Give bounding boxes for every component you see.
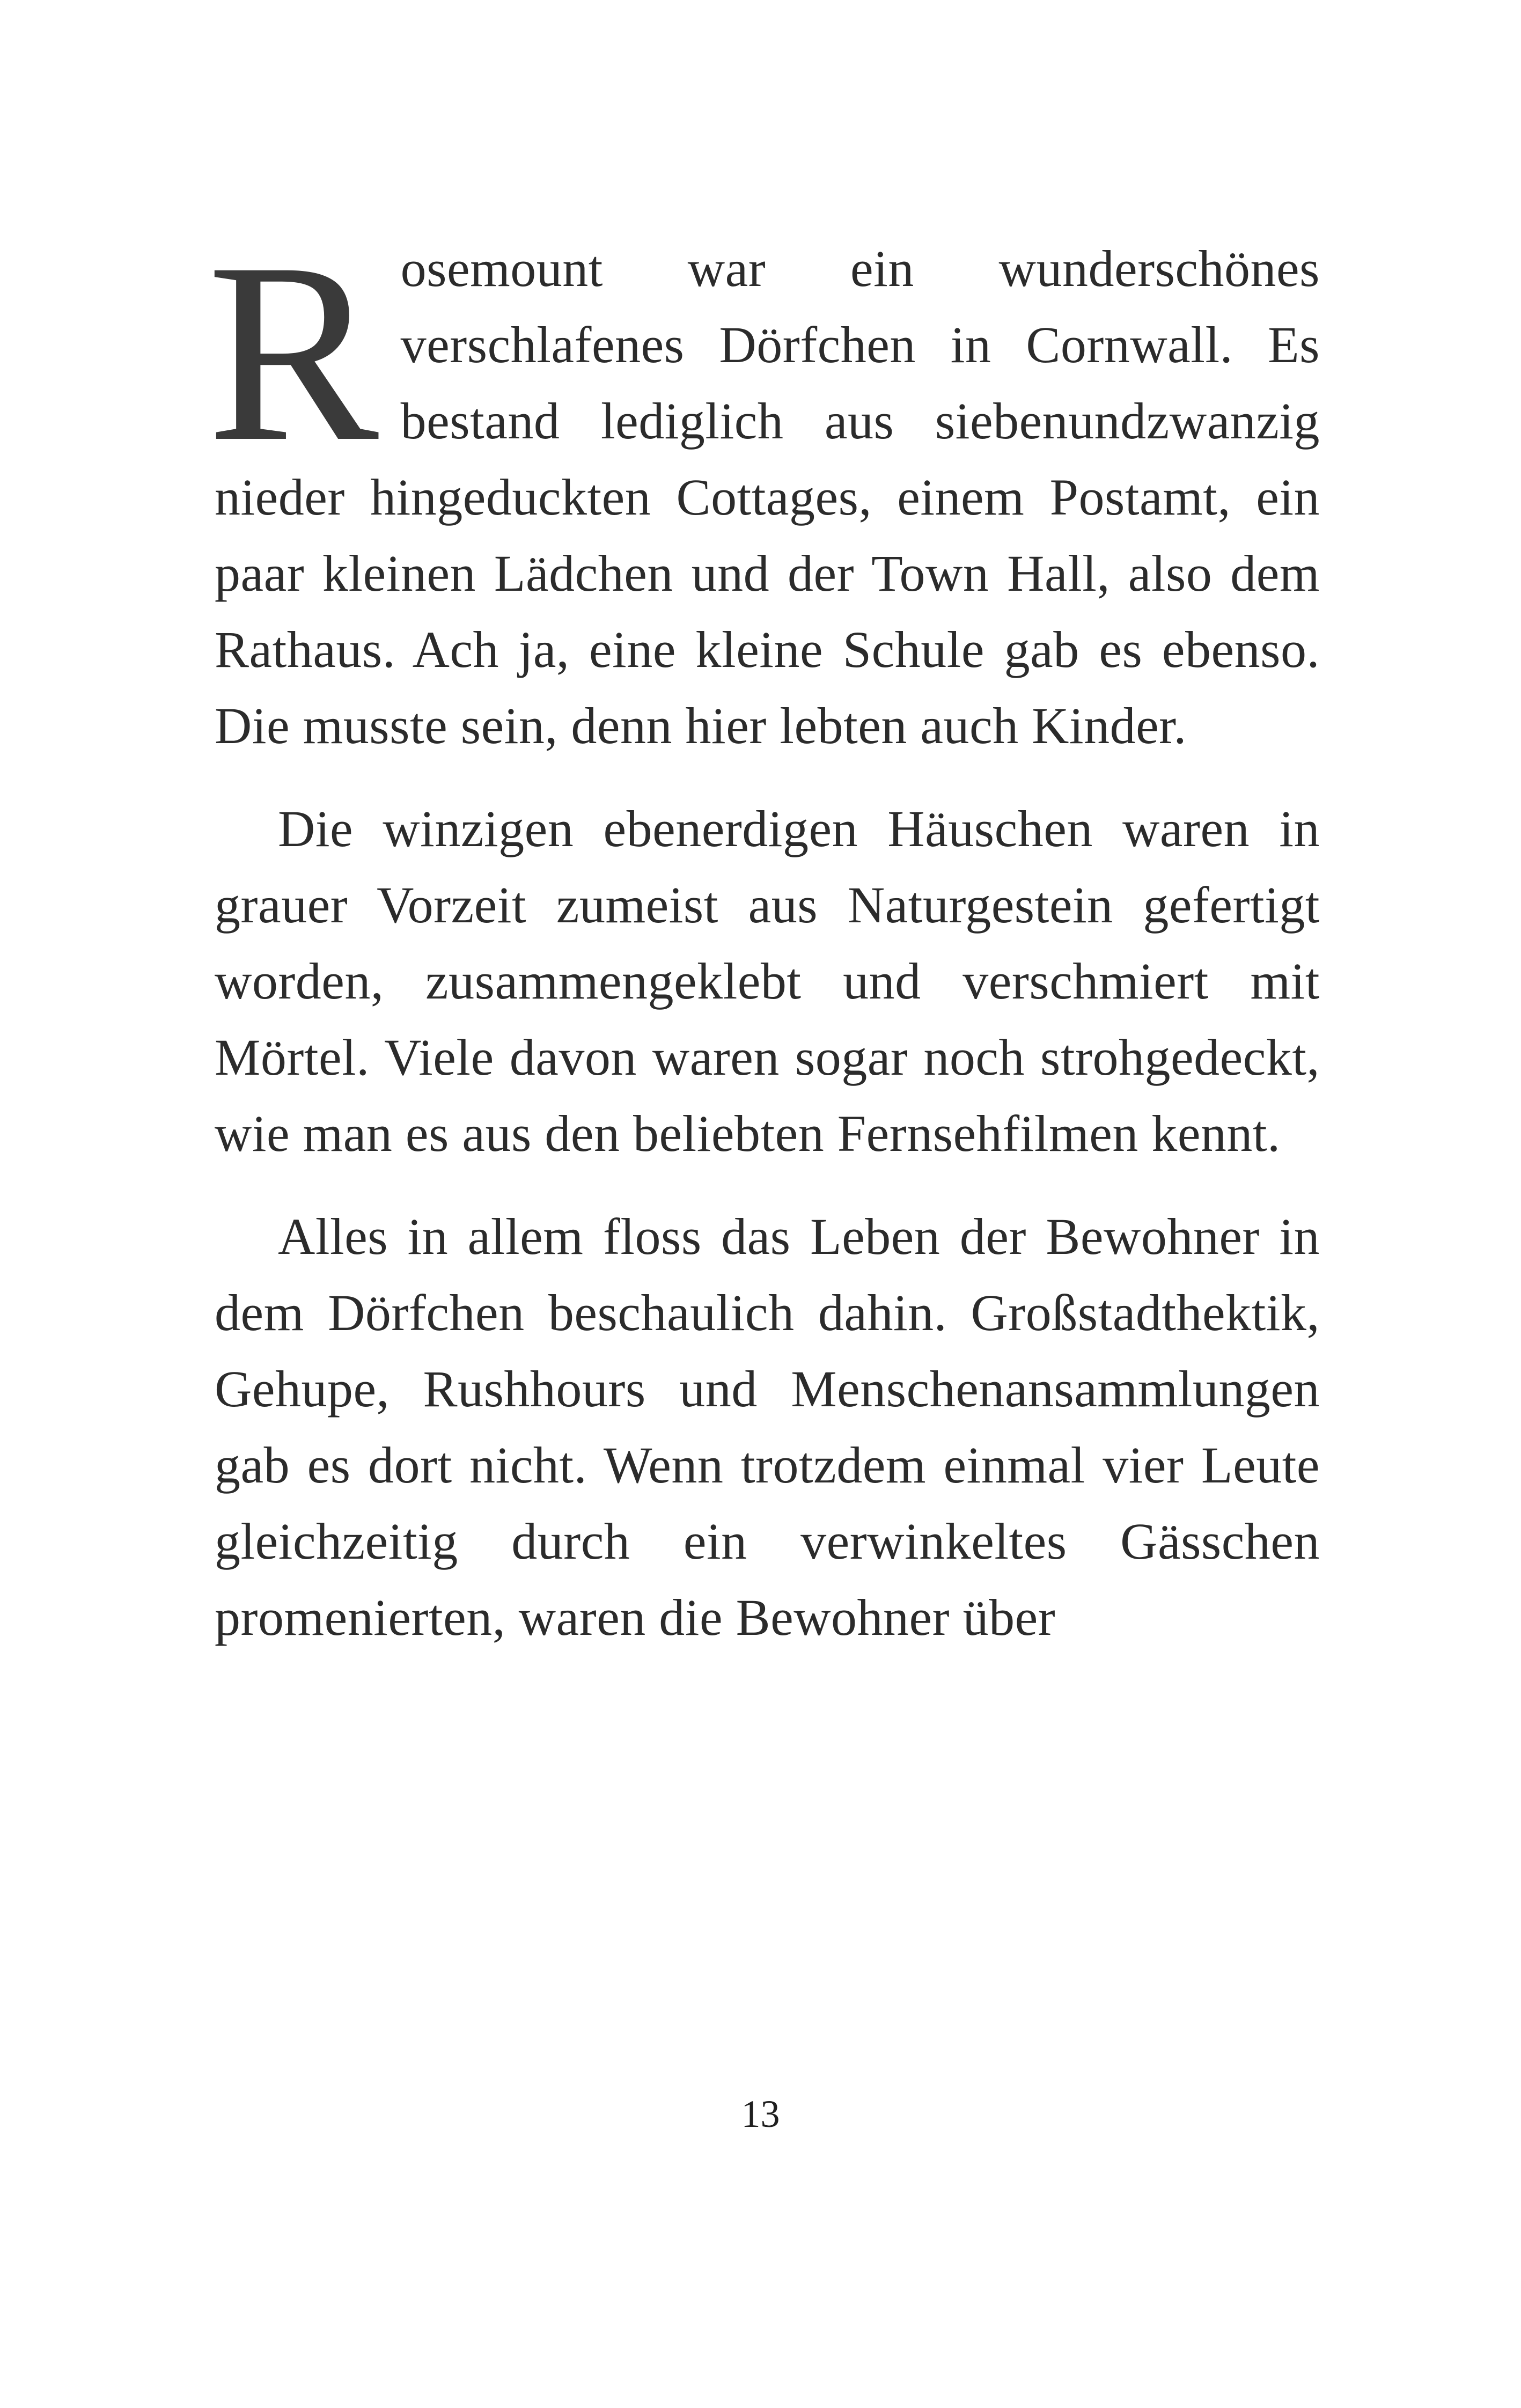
body-text: [207, 209, 1320, 1656]
paragraph-3: Alles in allem floss das Leben der Bewohner in dem Dörfchen beschaulich dahin. Großstadthektik, Gehupe, Rushhours und Menschenansammlungen gab es dort nicht. Wenn trotzdem einmal vier Leute gleichzeitig durch ein verwinkeltes Gässchen promenierten, waren die Bewohner über: [215, 1208, 1320, 1646]
drop-cap: R: [207, 209, 379, 495]
page-number: 13: [741, 2093, 780, 2135]
paragraph-1: [207, 209, 1320, 764]
paragraph-1-text: osemount war ein wunderschönes verschlafenes Dörfchen in Cornwall. Es bestand lediglich aus siebenundzwanzig nieder hingeduckten Cottages, einem Postamt, ein paar kleinen Lädchen und der Town Hall, also dem Rathaus. Ach ja, eine kleine Schule gab es ebenso. Die musste sein, denn hier lebten auch Kinder.: [215, 240, 1320, 754]
paragraph-2: Die winzigen ebenerdigen Häuschen waren in grauer Vorzeit zumeist aus Naturgestein gefertigt worden, zusammengeklebt und verschmiert mit Mörtel. Viele davon waren sogar noch strohgedeckt, wie man es aus den beliebten Fernsehfilmen kennt.: [215, 800, 1320, 1162]
